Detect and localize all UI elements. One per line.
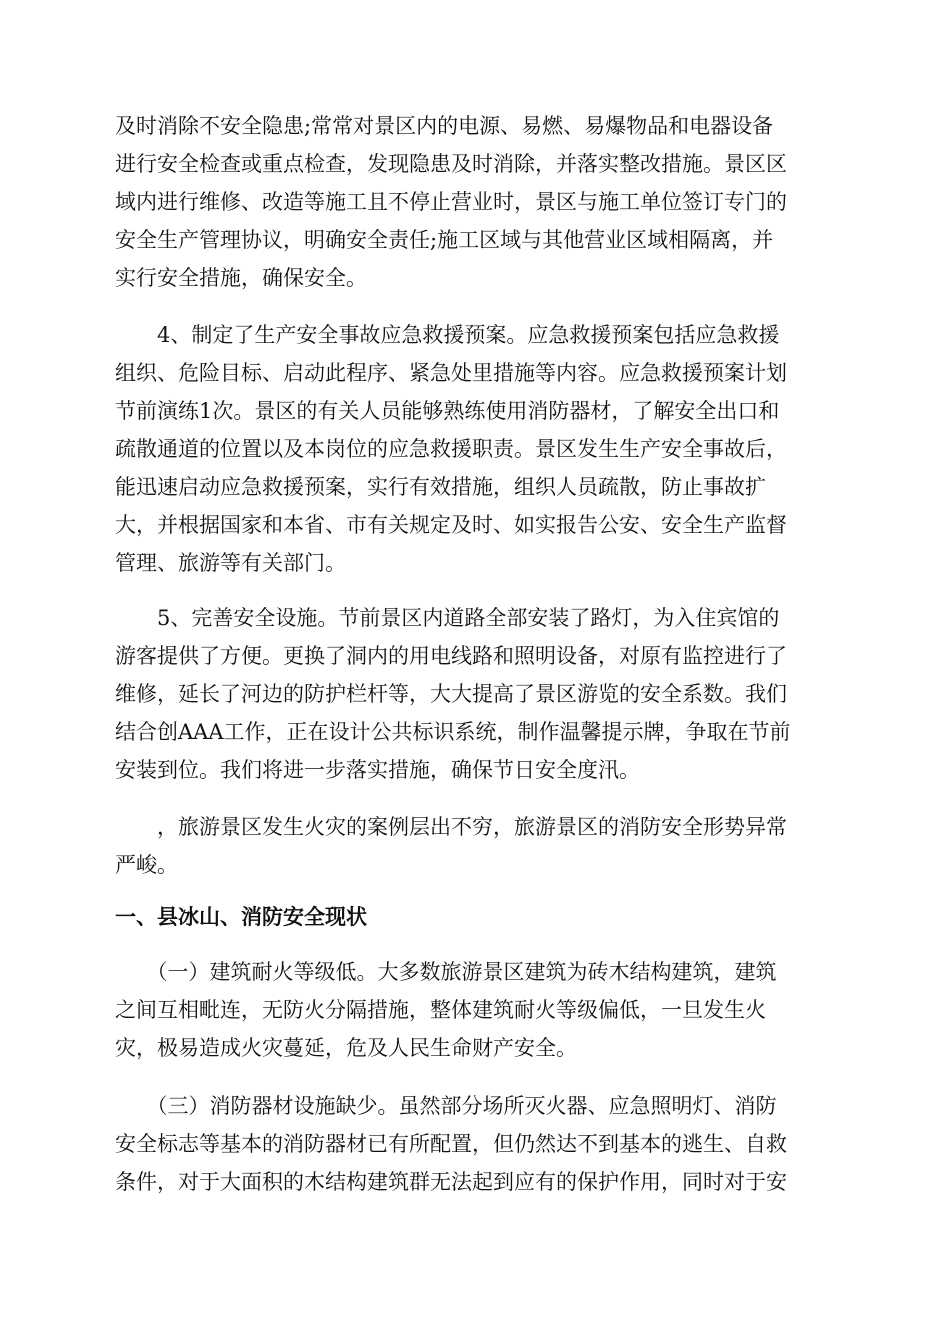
paragraph-line: （一）建筑耐火等级低。大多数旅游景区建筑为砖木结构建筑，建筑 bbox=[115, 960, 777, 984]
paragraph-line: 实行安全措施，确保安全。 bbox=[115, 266, 367, 290]
paragraph-line: 大，并根据国家和本省、市有关规定及时、如实报告公安、安全生产监督 bbox=[115, 513, 787, 537]
paragraph-line: 及时消除不安全隐患;常常对景区内的电源、易燃、易爆物品和电器设备 bbox=[115, 114, 774, 138]
paragraph-line: 组织、危险目标、启动此程序、紧急处里措施等内容。应急救援预案计划 bbox=[115, 361, 787, 385]
paragraph-line: 条件，对于大面积的木结构建筑群无法起到应有的保护作用，同时对于安 bbox=[115, 1170, 787, 1194]
paragraph-line: 游客提供了方便。更换了洞内的用电线路和照明设备，对原有监控进行了 bbox=[115, 644, 787, 668]
paragraph-line: 结合创AAA工作，正在设计公共标识系统，制作温馨提示牌，争取在节前 bbox=[115, 720, 791, 744]
paragraph-line: 4、制定了生产安全事故应急救援预案。应急救援预案包括应急救援 bbox=[115, 323, 780, 347]
paragraph-4 bbox=[115, 808, 835, 884]
paragraph-line: 进行安全检查或重点检查，发现隐患及时消除，并落实整改措施。景区区 bbox=[115, 152, 787, 176]
paragraph-line: ，旅游景区发生火灾的案例层出不穷，旅游景区的消防安全形势异常 bbox=[115, 815, 787, 839]
paragraph-5 bbox=[115, 953, 835, 1067]
paragraph-line: 维修，延长了河边的防护栏杆等，大大提高了景区游览的安全系数。我们 bbox=[115, 682, 787, 706]
paragraph-line: 域内进行维修、改造等施工且不停止营业时，景区与施工单位签订专门的 bbox=[115, 190, 787, 214]
paragraph-2 bbox=[115, 316, 835, 582]
section-heading: 一、县冰山、消防安全现状 bbox=[115, 905, 367, 929]
paragraph-line: 5、完善安全设施。节前景区内道路全部安装了路灯，为入住宾馆的 bbox=[115, 606, 780, 630]
paragraph-line: 严峻。 bbox=[115, 853, 178, 877]
paragraph-line: 疏散通道的位置以及本岗位的应急救援职责。景区发生生产安全事故后， bbox=[115, 437, 787, 461]
paragraph-line: 安全标志等基本的消防器材已有所配置，但仍然达不到基本的逃生、自救 bbox=[115, 1132, 787, 1156]
paragraph-line: （三）消防器材设施缺少。虽然部分场所灭火器、应急照明灯、消防 bbox=[115, 1094, 777, 1118]
paragraph-line: 管理、旅游等有关部门。 bbox=[115, 551, 346, 575]
paragraph-line: 能迅速启动应急救援预案，实行有效措施，组织人员疏散，防止事故扩 bbox=[115, 475, 766, 499]
paragraph-line: 安全生产管理协议，明确安全责任;施工区域与其他营业区域相隔离，并 bbox=[115, 228, 774, 252]
paragraph-6 bbox=[115, 1087, 835, 1201]
paragraph-line: 之间互相毗连，无防火分隔措施，整体建筑耐火等级偏低，一旦发生火 bbox=[115, 998, 766, 1022]
paragraph-line: 安装到位。我们将进一步落实措施，确保节日安全度汛。 bbox=[115, 758, 640, 782]
paragraph-line: 灾，极易造成火灾蔓延，危及人民生命财产安全。 bbox=[115, 1036, 577, 1060]
paragraph-1 bbox=[115, 107, 835, 297]
paragraph-3 bbox=[115, 599, 835, 789]
paragraph-line: 节前演练1次。景区的有关人员能够熟练使用消防器材，了解安全出口和 bbox=[115, 399, 780, 423]
